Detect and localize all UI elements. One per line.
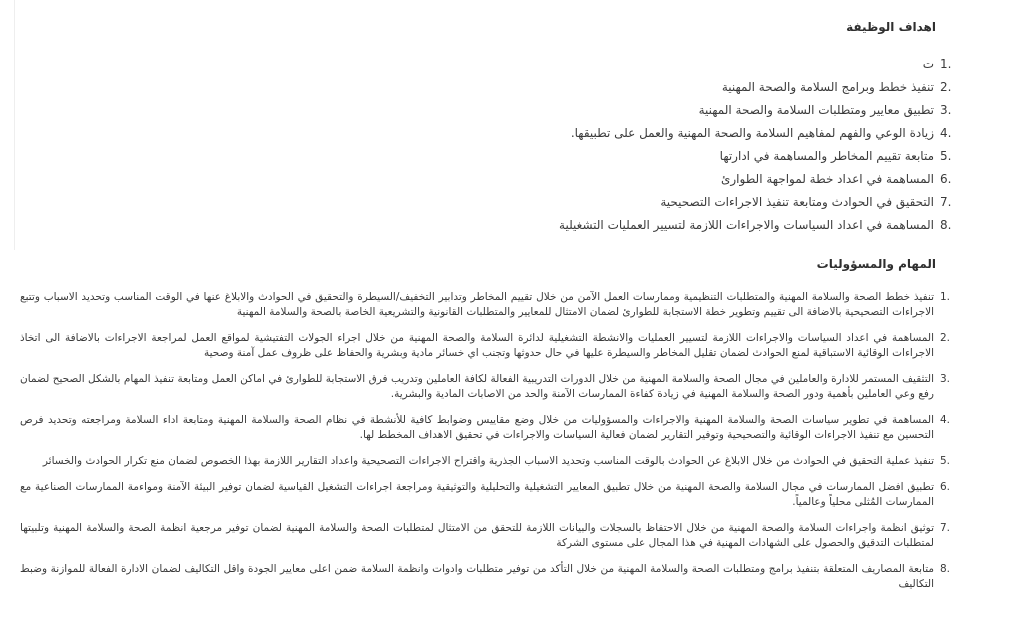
- task-item: [20, 480, 1004, 510]
- task-item: [20, 290, 1004, 320]
- objective-item: [20, 53, 1004, 76]
- task-number: 1.: [940, 291, 951, 303]
- task-text: المساهمة في اعداد السياسات والاجراءات اللازمة لتسيير العمليات والانشطة التشغيلية لدائرة السلامة والصحة المهنية من خلال اجراء الجولات التفتيشية لمواقع العمل لمراجعة الاجراءات بالاضافة الى اتخاذ الاجراءات الوقائية الاستباقية لمنع الحوادث لضمان تقليل المخاطر والسيطرة عليها في حال حدوثها وتجنب اي خسائر مادية وبشرية والحفاظ على ظروف عمل آمنة وصحية: [20, 332, 934, 359]
- objective-text: تنفيذ خطط وبرامج السلامة والصحة المهنية: [721, 80, 934, 94]
- objective-text: التحقيق في الحوادث ومتابعة تنفيذ الاجراءات التصحيحية: [660, 195, 934, 209]
- objective-number: 8.: [940, 218, 952, 232]
- objectives-list: [20, 53, 1004, 237]
- objective-item: [20, 145, 1004, 168]
- task-number: 5.: [940, 455, 951, 467]
- tasks-list: [20, 290, 1004, 603]
- task-text: التثقيف المستمر للادارة والعاملين في مجال الصحة والسلامة المهنية من خلال الدورات التدريبية الفعالة لكافة العاملين وتدريب فرق الاستجابة للطوارئ في اماكن العمل ومتابعة تنفيذ المهام بالشكل الصحيح لضمان رفع وعي العاملين بأهمية ودور الصحة والسلامة المهنية في زيادة كفاءة الممارسات الآمنة والحد من الاصابات المادية والبشرية.: [20, 373, 934, 400]
- task-text: تطبيق افضل الممارسات في مجال السلامة والصحة المهنية من خلال تطبيق المعايير التشغيلية والتحليلية والتوثيقية ومراجعة اجراءات التشغيل القياسية لضمان توفير البيئة الآمنة ومواءمة الممارسات الصناعية مع الممارسات المُثلى محلياً وعالمياً.: [20, 481, 934, 508]
- task-item: [20, 454, 1004, 469]
- task-number: 8.: [940, 563, 951, 575]
- task-text: تنفيذ عملية التحقيق في الحوادث من خلال الابلاغ عن الحوادث بالوقت المناسب وتحديد الاسباب الجذرية واقتراح الاجراءات التصحيحية واعداد التقارير اللازمة بهذا الخصوص لضمان منع تكرار الحوادث والخسائر: [42, 455, 934, 467]
- objective-item: [20, 168, 1004, 191]
- objective-item: [20, 122, 1004, 145]
- objective-text: المساهمة في اعداد السياسات والاجراءات اللازمة لتسيير العمليات التشغيلية: [559, 218, 934, 232]
- task-item: [20, 562, 1004, 592]
- objective-item: [20, 76, 1004, 99]
- objective-item: [20, 99, 1004, 122]
- objective-number: 2.: [940, 80, 952, 94]
- task-text: المساهمة في تطوير سياسات الصحة والسلامة المهنية والاجراءات والمسؤوليات من خلال وضع مقاييس وضوابط كافية للأنشطة في نظام الصحة والسلامة المهنية ومتابعة اداء السلامة ومراجعته وتحديد فرص التحسين مع تنفيذ الاجراءات الوقائية والتصحيحية وتوفير التقارير لضمان فعالية السياسات والاجراءات في تحقيق الاهداف المخطط لها.: [20, 414, 934, 441]
- objective-text: المساهمة في اعداد خطة لمواجهة الطوارئ: [720, 172, 934, 186]
- task-item: [20, 372, 1004, 402]
- task-text: تنفيذ خطط الصحة والسلامة المهنية والمتطلبات التنظيمية وممارسات العمل الآمن من خلال تقييم المخاطر وتدابير التخفيف/السيطرة والتحقيق في الحوادث والابلاغ عنها في الوقت المناسب وتحديد الاسباب وتتبع الاجراءات التصحيحية بالاضافة الى تقييم وتطوير خطة الاستجابة للطوارئ لضمان الامتثال للمعايير والمتطلبات القانونية والتشريعية الخاصة بالصحة والسلامة المهنية: [20, 291, 934, 318]
- task-item: [20, 521, 1004, 551]
- task-item: [20, 331, 1004, 361]
- objective-item: [20, 214, 1004, 237]
- task-number: 4.: [940, 414, 951, 426]
- objective-number: 5.: [940, 149, 952, 163]
- objective-number: 6.: [940, 172, 952, 186]
- objective-number: 7.: [940, 195, 952, 209]
- task-number: 2.: [940, 332, 951, 344]
- objective-number: 4.: [940, 126, 952, 140]
- objective-number: 3.: [940, 103, 952, 117]
- objective-text: تطبيق معايير ومتطلبات السلامة والصحة المهنية: [698, 103, 934, 117]
- objective-text: متابعة تقييم المخاطر والمساهمة في ادارتها: [719, 149, 934, 163]
- objectives-heading: اهداف الوظيفة: [846, 20, 936, 34]
- objective-item: [20, 191, 1004, 214]
- objective-number: 1.: [940, 57, 952, 71]
- objective-text: ت: [922, 57, 934, 71]
- tasks-heading: المهام والمسؤوليات: [816, 257, 936, 271]
- objective-text: زيادة الوعي والفهم لمفاهيم السلامة والصحة المهنية والعمل على تطبيقها.: [570, 126, 934, 140]
- task-number: 7.: [940, 522, 951, 534]
- task-number: 3.: [940, 373, 951, 385]
- task-number: 6.: [940, 481, 951, 493]
- left-panel-edge: [0, 0, 15, 250]
- task-text: متابعة المصاريف المتعلقة بتنفيذ برامج ومتطلبات الصحة والسلامة المهنية من خلال التأكد من توفير متطلبات وادوات وانظمة السلامة ضمن اعلى معايير الجودة واقل التكاليف لضمان الادارة الفعالة للموازنة وضبط التكاليف: [20, 563, 934, 590]
- task-text: توثيق انظمة واجراءات السلامة والصحة المهنية من خلال الاحتفاظ بالسجلات والبيانات اللازمة للتحقق من الامتثال لمتطلبات الصحة والسلامة المهنية لضمان توفير مرجعية انظمة الصحة والسلامة المهنية وتلبيتها لمتطلبات التدقيق والحصول على الشهادات المهنية في هذا المجال على مستوى الشركة: [20, 522, 934, 549]
- task-item: [20, 413, 1004, 443]
